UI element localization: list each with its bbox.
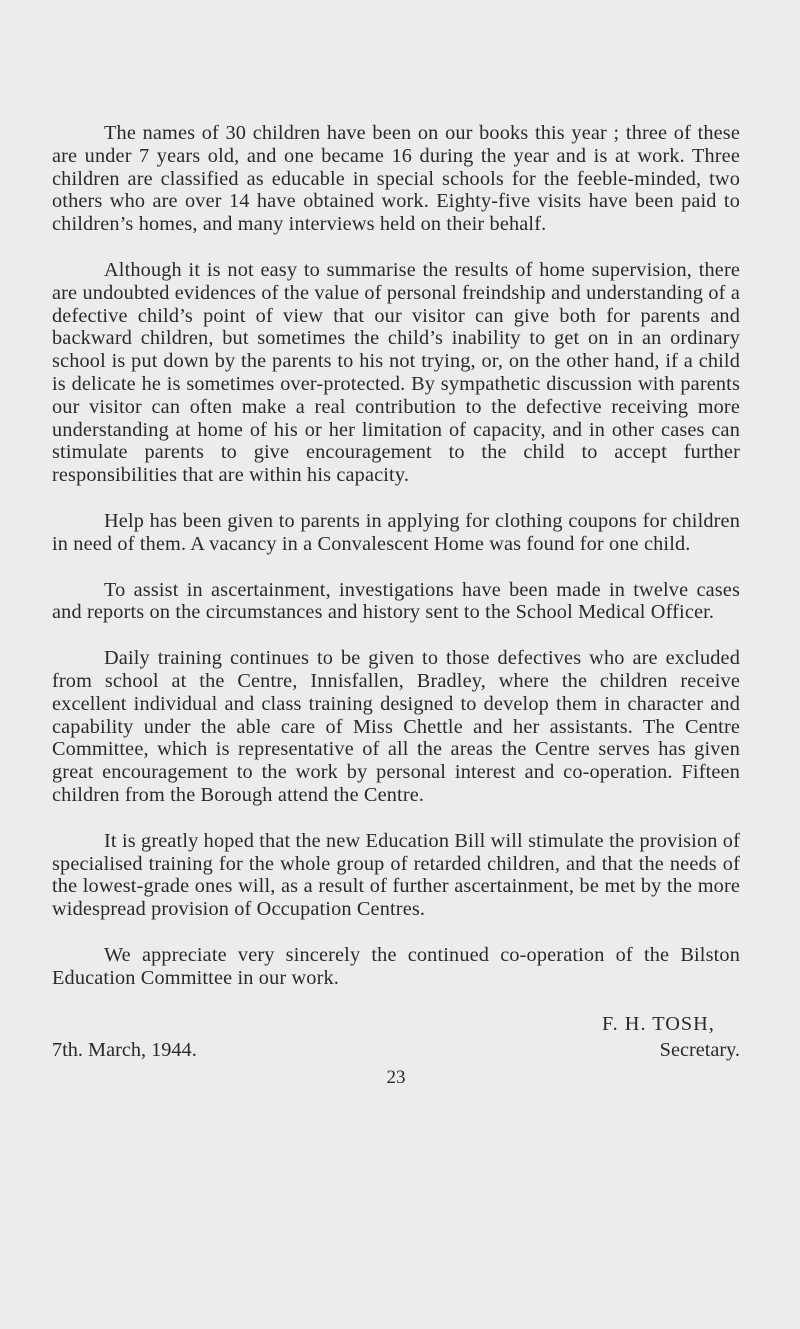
signatory-title: Secretary.	[659, 1038, 740, 1061]
page-number: 23	[386, 1066, 406, 1088]
paragraph-appreciation: We appreciate very sincerely the continued co-operation of the Bilston Education Committee in our work.	[52, 943, 740, 989]
paragraph-clothing-coupons: Help has been given to parents in applying for clothing coupons for children in need of them. A vacancy in a Convalescent Home was found for one child.	[52, 509, 740, 555]
signature-block	[52, 1013, 740, 1093]
paragraph-daily-training: Daily training continues to be given to those defectives who are excluded from school at the Centre, Innisfallen, Bradley, where the children receive excellent individual and class training designed to develop them in character and capability under the able care of Miss Chettle and her assistants. The Centre Committee, which is representative of all the areas the Centre serves has given great encouragement to the work by personal interest and co-operation. Fifteen children from the Borough attend the Centre.	[52, 647, 740, 806]
paragraph-home-supervision: Although it is not easy to summarise the results of home supervision, there are undoubted evidences of the value of personal freindship and understanding of a defective child’s point of view that our visitor can give both for parents and backward children, but sometimes the child’s inability to get on in an ordinary school is put down by the parents to his not trying, or, on the other hand, if a child is delicate he is sometimes over-protected. By sympathetic discussion with parents our visitor can often make a real contribution to the defective receiving more understanding at home of his or her limitation of capacity, and in other cases can stimulate parents to give encouragement to the child to accept further responsibilities that are within his capacity.	[52, 258, 740, 487]
paragraph-children-on-books: The names of 30 children have been on our books this year ; three of these are under 7 years old, and one became 16 during the year and is at work. Three children are classified as educable in special schools for the feeble-minded, two others who are over 14 have obtained work. Eighty-five visits have been paid to children’s homes, and many interviews held on their behalf.	[52, 122, 740, 236]
document-page	[52, 122, 740, 1093]
paragraph-ascertainment: To assist in ascertainment, investigations have been made in twelve cases and reports on the circumstances and history sent to the School Medical Officer.	[52, 578, 740, 624]
signatory-name: F. H. TOSH,	[602, 1012, 715, 1035]
document-date: 7th. March, 1944.	[52, 1038, 197, 1061]
paragraph-education-bill: It is greatly hoped that the new Education Bill will stimulate the provision of specialised training for the whole group of retarded children, and that the needs of the lowest-grade ones will, as a result of further ascertainment, be met by the more widespread provision of Occupation Centres.	[52, 829, 740, 921]
